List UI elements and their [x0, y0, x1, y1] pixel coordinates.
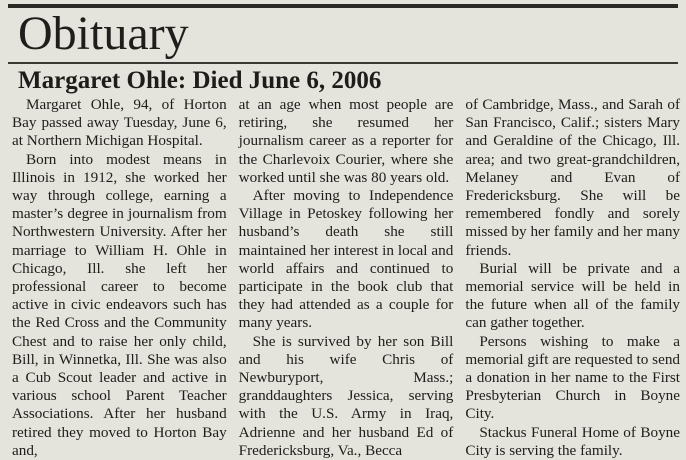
column-2	[238, 96, 454, 459]
header-rule	[8, 62, 678, 64]
section-title: Obituary	[18, 7, 189, 60]
article-body	[12, 96, 681, 459]
paragraph: at an age when most people are retiring, she resumed her journalism career as a reporter for the Charlevoix Courier, where she worked until she was 80 years old.	[238, 96, 454, 186]
paragraph: of Cambridge, Mass., and Sarah of San Francisco, Calif.; sisters Mary and Geraldine of the Chicago, Ill. area; and two great-grandchildren, Melaney and Evan of Fredericksburg. She will be remembered fondly and sorely missed by her family and her many friends.	[465, 96, 681, 259]
paragraph: Persons wishing to make a memorial gift are requested to send a donation in her name to the First Presbyterian Church in Boyne City.	[465, 332, 681, 423]
paragraph: Margaret Ohle, 94, of Horton Bay passed away Tuesday, June 6, at Northern Michigan Hospital.	[12, 96, 227, 150]
paragraph: Born into modest means in Illinois in 1912, she worked her way through college, earning a master’s degree in journalism from Northwestern University. After her marriage to William H. Ohle in Chicago, Ill. she left her professional career to become active in civic endeavors such has the Red Cross and the Community Chest and to raise her only child, Bill, in Winnetka, Ill. She was also a Cub Scout leader and active in various school Parent Teacher Associations. After her husband retired they moved to Horton Bay and,	[12, 150, 227, 459]
column-3	[465, 96, 681, 459]
obituary-headline: Margaret Ohle: Died June 6, 2006	[18, 67, 382, 94]
column-1	[12, 96, 227, 459]
paragraph: Burial will be private and a memorial service will be held in the future when all of the family can gather together.	[465, 259, 681, 332]
paragraph: After moving to Independence Village in Petoskey following her husband’s death she still maintained her interest in local and world affairs and continued to participate in the book club that they had attended as a couple for many years.	[238, 187, 454, 332]
paragraph: She is survived by her son Bill and his wife Chris of Newburyport, Mass.; granddaughters Jessica, serving with the U.S. Army in Iraq, Adrienne and her husband Ed of Fredericksburg, Va., Becca	[238, 332, 454, 459]
paragraph: Stackus Funeral Home of Boyne City is serving the family.	[465, 423, 681, 459]
